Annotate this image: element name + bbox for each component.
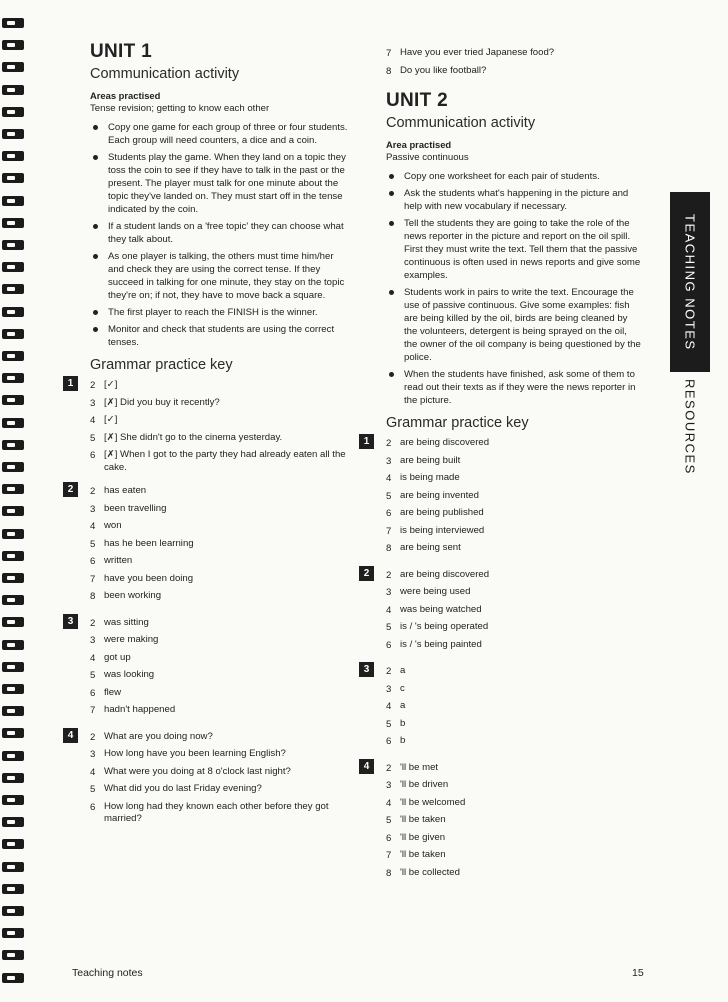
answer-text: are being sent <box>400 542 461 553</box>
answer-number: 6 <box>386 639 392 651</box>
answer-text: a <box>400 700 406 711</box>
unit1-key-continued <box>386 45 642 80</box>
answer-text: b <box>400 717 406 729</box>
binding-ring <box>2 484 24 494</box>
exercise-block <box>67 483 352 606</box>
answer-row <box>90 650 352 668</box>
bullet-item: Students work in pairs to write the text. Encourage the use of passive continuous. Give some examples: fish are being killed by the oil, birds are being cleaned by the volunteers, detergent is being sprayed on the oil, the owner of the oil company is being questioned by the police. <box>386 286 642 364</box>
binding-ring <box>2 196 24 206</box>
answer-row <box>90 518 352 536</box>
answer-number: 3 <box>90 749 96 760</box>
answer-number: 7 <box>386 850 392 861</box>
unit2-answer-key <box>363 435 642 882</box>
binding-ring <box>2 551 24 561</box>
answer-number: 6 <box>90 450 96 461</box>
teaching-notes-tab-label: TEACHING NOTES <box>682 213 698 351</box>
answer-number: 2 <box>386 666 392 677</box>
answer-row <box>386 760 642 778</box>
binding-ring <box>2 462 24 472</box>
answer-row <box>90 764 352 782</box>
unit1-areas-heading: Areas practised <box>90 90 161 101</box>
unit2-title: UNIT 2 <box>386 90 448 111</box>
answer-text: was sitting <box>104 616 149 628</box>
answer-number: 3 <box>90 635 96 646</box>
answer-row <box>90 483 352 501</box>
answer-row <box>90 667 352 685</box>
answer-row <box>386 63 642 81</box>
answer-number: 4 <box>386 473 392 484</box>
answer-number: 2 <box>90 380 96 391</box>
answer-number: 4 <box>90 521 96 532</box>
binding-ring <box>2 329 24 339</box>
binding-ring <box>2 817 24 827</box>
answer-number: 5 <box>90 538 96 550</box>
answer-text: been travelling <box>104 502 167 514</box>
exercise-number-badge: 3 <box>359 662 374 677</box>
answer-row <box>90 588 352 606</box>
answer-row <box>90 395 352 413</box>
binding-ring <box>2 373 24 383</box>
exercise-number-badge: 1 <box>63 376 78 391</box>
answer-text: How long have you been learning English? <box>104 748 286 759</box>
binding-ring <box>2 662 24 672</box>
bullet-item: When the students have finished, ask some of them to read out their texts as if they were the news reporter in the picture. <box>386 368 642 407</box>
answer-number: 4 <box>90 652 96 664</box>
binding-ring <box>2 906 24 916</box>
binding-ring <box>2 884 24 894</box>
answer-number: 5 <box>386 622 392 633</box>
answer-row <box>90 377 352 395</box>
answer-row <box>386 847 642 865</box>
answer-text: a <box>400 665 406 676</box>
exercise-number-badge: 3 <box>63 614 78 629</box>
unit1-title: UNIT 1 <box>90 41 152 62</box>
binding-ring <box>2 617 24 627</box>
answer-number: 4 <box>386 797 392 809</box>
answer-row <box>386 584 642 602</box>
answer-number: 3 <box>386 455 392 467</box>
answer-text: What are you doing now? <box>104 730 213 742</box>
answer-text: are being invented <box>400 489 479 501</box>
answer-row <box>386 698 642 716</box>
answer-number: 6 <box>90 687 96 699</box>
answer-text: has he been learning <box>104 537 194 549</box>
resources-tab <box>670 372 710 482</box>
answer-row <box>90 781 352 799</box>
right-column <box>363 45 642 891</box>
answer-text: written <box>104 555 133 566</box>
bullet-item: The first player to reach the FINISH is the winner. <box>90 306 352 319</box>
answer-row <box>90 430 352 448</box>
answer-number: 7 <box>386 48 392 59</box>
answer-row <box>90 553 352 571</box>
answer-row <box>90 447 352 474</box>
binding-ring <box>2 684 24 694</box>
answer-text: is being made <box>400 472 460 483</box>
answer-text: How long had they known each other before they got married? <box>104 800 329 824</box>
answer-row <box>386 681 642 699</box>
answer-text: 'll be collected <box>400 866 460 878</box>
answer-row <box>90 412 352 430</box>
answer-number: 7 <box>90 705 96 716</box>
answer-row <box>386 637 642 655</box>
binding-ring <box>2 950 24 960</box>
answer-text: were being used <box>400 586 471 597</box>
answer-row <box>386 488 642 506</box>
answer-text: is / 's being operated <box>400 621 489 632</box>
binding-ring <box>2 18 24 28</box>
page-number: 15 <box>632 967 644 979</box>
answer-row <box>386 602 642 620</box>
answer-number: 4 <box>386 701 392 712</box>
answer-row <box>90 685 352 703</box>
binding-ring <box>2 173 24 183</box>
answer-row <box>386 663 642 681</box>
answer-row <box>386 733 642 751</box>
binding-ring <box>2 440 24 450</box>
answer-number: 4 <box>90 766 96 778</box>
exercise-number-badge: 1 <box>359 434 374 449</box>
answer-text: 'll be taken <box>400 814 446 825</box>
answer-number: 2 <box>90 731 96 743</box>
answer-text: [✓] <box>104 379 118 390</box>
answer-text: [✗] When I got to the party they had already eaten all the cake. <box>104 449 346 473</box>
answer-row <box>90 571 352 589</box>
answer-row <box>386 619 642 637</box>
binding-ring <box>2 795 24 805</box>
answer-row <box>90 501 352 519</box>
unit2-areas-heading: Area practised <box>386 139 452 150</box>
answer-row <box>90 702 352 720</box>
answer-row <box>386 523 642 541</box>
answer-text: was being watched <box>400 603 482 615</box>
binding-ring <box>2 839 24 849</box>
answer-row <box>386 435 642 453</box>
answer-text: won <box>104 520 122 531</box>
answer-text: What were you doing at 8 o'clock last night? <box>104 765 291 777</box>
answer-text: got up <box>104 651 131 663</box>
unit1-answer-key <box>67 377 352 826</box>
answer-number: 6 <box>90 801 96 813</box>
binding-ring <box>2 773 24 783</box>
exercise-block <box>363 760 642 883</box>
exercise-number-badge: 2 <box>359 566 374 581</box>
binding-ring <box>2 706 24 716</box>
answer-row <box>386 540 642 558</box>
unit1-key-title: Grammar practice key <box>90 357 233 373</box>
answer-text: 'll be given <box>400 831 446 843</box>
answer-number: 2 <box>386 762 392 774</box>
binding-ring <box>2 862 24 872</box>
binding-ring <box>2 573 24 583</box>
answer-number: 3 <box>90 503 96 515</box>
answer-row <box>386 830 642 848</box>
exercise-block <box>363 435 642 558</box>
binding-ring <box>2 129 24 139</box>
answer-number: 8 <box>386 543 392 554</box>
bullet-item: Monitor and check that students are using the correct tenses. <box>90 323 352 349</box>
left-column <box>67 41 352 835</box>
answer-number: 4 <box>90 415 96 426</box>
answer-text: 'll be met <box>400 761 439 773</box>
answer-row <box>386 716 642 734</box>
bullet-item: If a student lands on a 'free topic' they can choose what they talk about. <box>90 220 352 246</box>
answer-row <box>386 470 642 488</box>
answer-text: 'll be welcomed <box>400 796 466 808</box>
answer-text: are being built <box>400 454 461 466</box>
answer-row <box>90 632 352 650</box>
binding-ring <box>2 751 24 761</box>
binding-ring <box>2 218 24 228</box>
bullet-item: Copy one worksheet for each pair of students. <box>386 170 642 183</box>
bullet-item: Students play the game. When they land on a topic they toss the coin to see if they have to talk in the past or the present. The player must talk for one minute about the topic they've landed on. They must start off in the tense indicated by the coin. <box>90 151 352 216</box>
answer-text: was looking <box>104 669 155 680</box>
answer-text: [✗] Did you buy it recently? <box>104 396 220 408</box>
answer-text: 'll be taken <box>400 849 446 860</box>
unit2-key-title: Grammar practice key <box>386 415 529 431</box>
binding-ring <box>2 85 24 95</box>
answer-text: are being discovered <box>400 437 490 448</box>
answer-number: 7 <box>386 525 392 537</box>
exercise-block <box>363 567 642 655</box>
binding-ring <box>2 351 24 361</box>
answer-number: 3 <box>386 780 392 791</box>
binding-ring <box>2 640 24 650</box>
footer-section-label: Teaching notes <box>72 967 143 979</box>
binding-ring <box>2 728 24 738</box>
answer-row <box>90 799 352 826</box>
teaching-notes-tab <box>670 192 710 372</box>
exercise-number-badge: 4 <box>63 728 78 743</box>
unit1-bullet-list <box>90 121 352 349</box>
unit1-areas-text: Tense revision; getting to know each other <box>90 103 270 114</box>
binding-ring <box>2 529 24 539</box>
answer-number: 6 <box>386 736 392 747</box>
answer-text: has eaten <box>104 485 147 496</box>
bullet-item: Ask the students what's happening in the picture and help with new vocabulary if necessary. <box>386 187 642 213</box>
answer-row <box>386 505 642 523</box>
exercise-number-badge: 4 <box>359 759 374 774</box>
answer-number: 2 <box>386 438 392 449</box>
answer-number: 8 <box>386 65 392 77</box>
answer-number: 8 <box>386 867 392 879</box>
answer-text: hadn't happened <box>104 704 176 715</box>
bullet-item: Copy one game for each group of three or four students. Each group will need counters, a dice and a coin. <box>90 121 352 147</box>
binding-ring <box>2 506 24 516</box>
exercise-block <box>363 663 642 751</box>
binding-ring <box>2 307 24 317</box>
binding-ring <box>2 395 24 405</box>
binding-ring <box>2 151 24 161</box>
exercise-block <box>67 729 352 826</box>
answer-text: is / 's being painted <box>400 638 482 650</box>
answer-text: Have you ever tried Japanese food? <box>400 47 555 58</box>
answer-number: 2 <box>90 486 96 497</box>
answer-number: 4 <box>386 604 392 616</box>
answer-number: 6 <box>386 508 392 519</box>
answer-number: 6 <box>386 832 392 844</box>
answer-row <box>386 812 642 830</box>
answer-text: What did you do last Friday evening? <box>104 783 262 794</box>
answer-number: 5 <box>386 718 392 730</box>
binding-ring <box>2 418 24 428</box>
answer-row <box>90 746 352 764</box>
answer-text: been working <box>104 590 162 601</box>
answer-text: 'll be driven <box>400 779 449 790</box>
answer-text: are being published <box>400 507 484 518</box>
answer-number: 3 <box>386 683 392 695</box>
spiral-binding <box>0 0 30 1002</box>
answer-number: 5 <box>386 490 392 502</box>
binding-ring <box>2 595 24 605</box>
answer-number: 2 <box>90 617 96 629</box>
answer-text: [✗] She didn't go to the cinema yesterday. <box>104 431 283 443</box>
answer-text: is being interviewed <box>400 524 485 536</box>
unit2-areas-text: Passive continuous <box>386 152 469 163</box>
answer-row <box>90 615 352 633</box>
answer-row <box>90 536 352 554</box>
answer-text: [✓] <box>104 414 118 425</box>
answer-row <box>386 795 642 813</box>
answer-number: 7 <box>90 573 96 585</box>
answer-number: 5 <box>90 784 96 795</box>
answer-text: flew <box>104 686 122 698</box>
answer-text: have you been doing <box>104 572 194 584</box>
answer-text: Do you like football? <box>400 64 487 76</box>
answer-number: 5 <box>90 432 96 444</box>
exercise-block <box>67 377 352 474</box>
binding-ring <box>2 40 24 50</box>
exercise-number-badge: 2 <box>63 482 78 497</box>
answer-number: 6 <box>90 556 96 567</box>
answer-row <box>90 729 352 747</box>
binding-ring <box>2 62 24 72</box>
exercise-block <box>67 615 352 720</box>
answer-number: 8 <box>90 591 96 602</box>
answer-number: 5 <box>90 670 96 681</box>
unit2-activity-title: Communication activity <box>386 115 536 131</box>
answer-row <box>386 567 642 585</box>
unit1-activity-title: Communication activity <box>90 66 240 82</box>
answer-number: 5 <box>386 815 392 826</box>
answer-text: c <box>400 682 405 694</box>
binding-ring <box>2 107 24 117</box>
binding-ring <box>2 973 24 983</box>
answer-text: were making <box>104 634 159 645</box>
resources-tab-label: RESOURCES <box>682 379 698 475</box>
answer-text: b <box>400 735 406 746</box>
bullet-item: As one player is talking, the others must time him/her and check they are using the correct tense. If they succeed in talking for one minute, they stay on the topic they're on; if not, they have to move back a square. <box>90 250 352 302</box>
binding-ring <box>2 284 24 294</box>
answer-number: 2 <box>386 569 392 581</box>
unit2-bullet-list <box>386 170 642 407</box>
answer-number: 3 <box>90 397 96 409</box>
answer-row <box>386 453 642 471</box>
answer-row <box>386 865 642 883</box>
bullet-item: Tell the students they are going to take the role of the news reporter in the picture and report on the oil spill. First they must write the text. Tell them that the passive continuous is often used in news reports and give some examples. <box>386 217 642 282</box>
binding-ring <box>2 928 24 938</box>
answer-text: are being discovered <box>400 568 490 580</box>
answer-number: 3 <box>386 587 392 598</box>
answer-row <box>386 777 642 795</box>
binding-ring <box>2 262 24 272</box>
binding-ring <box>2 240 24 250</box>
answer-row <box>386 45 642 63</box>
